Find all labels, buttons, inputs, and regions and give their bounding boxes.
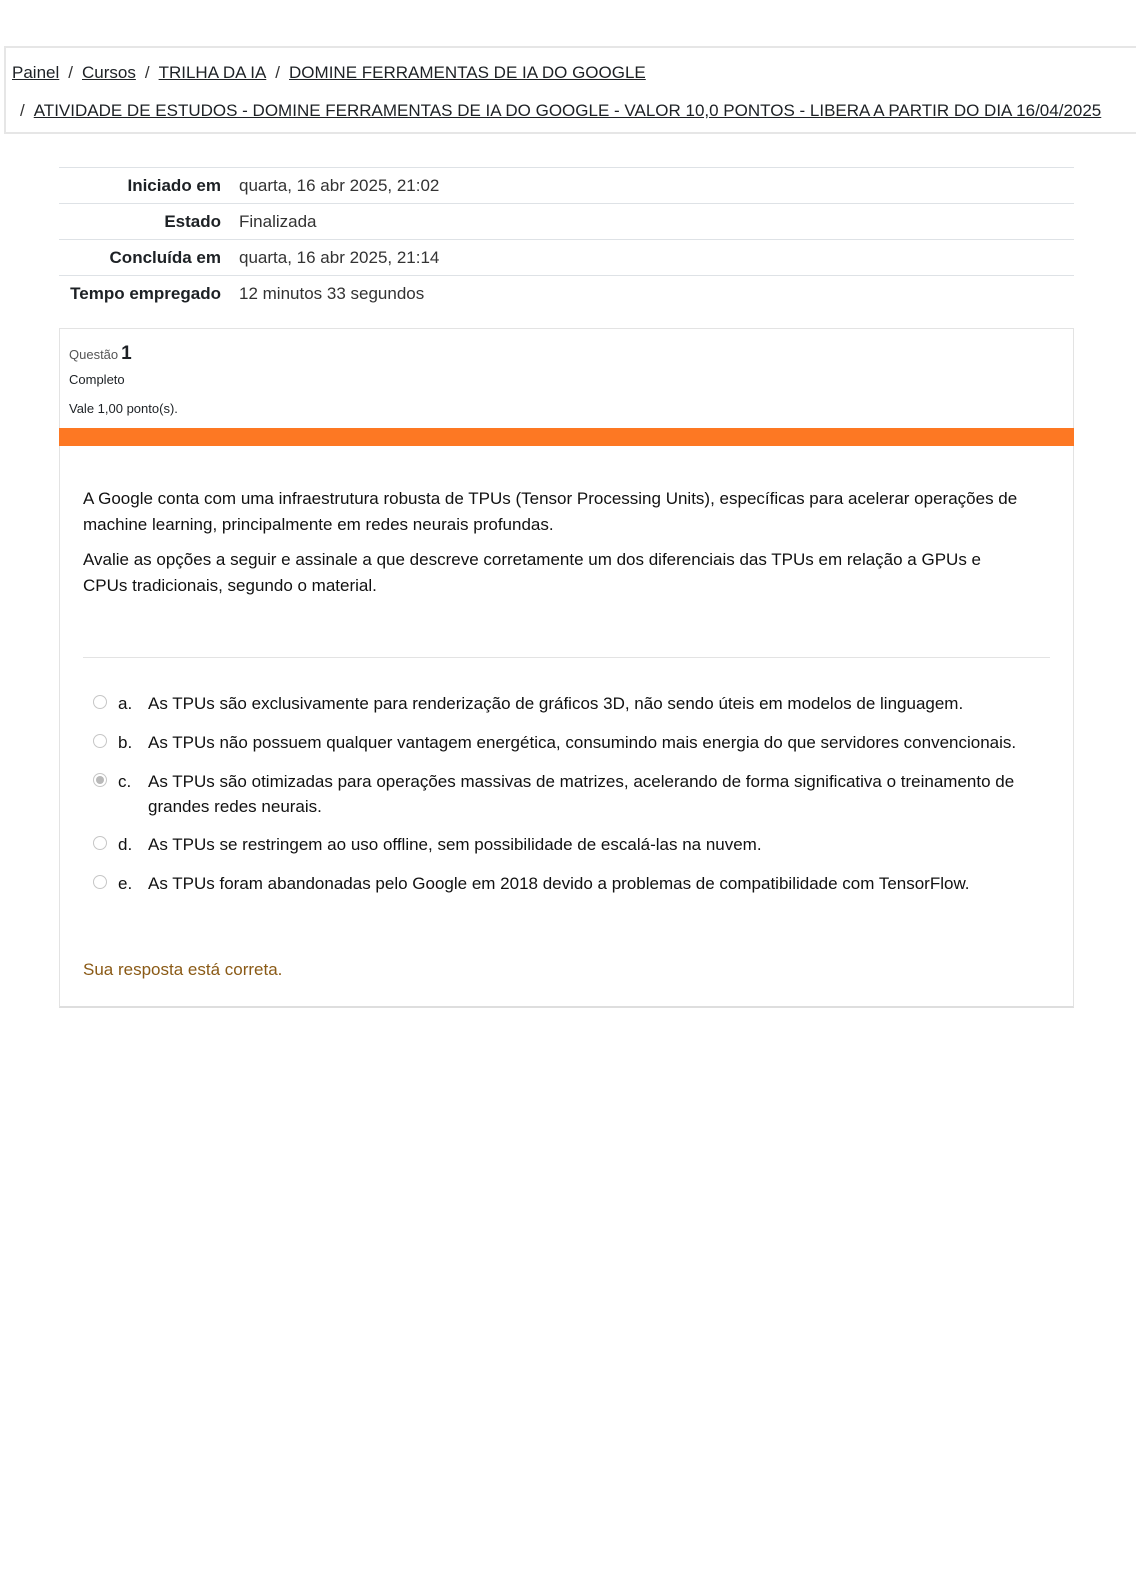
feedback-message: Sua resposta está correta. — [83, 960, 283, 979]
breadcrumb-link-cursos[interactable]: Cursos — [82, 63, 136, 82]
breadcrumb-separator: / — [275, 63, 281, 82]
question-state: Completo — [69, 372, 125, 387]
radio-button[interactable] — [93, 836, 107, 850]
summary-value-state: Finalizada — [231, 204, 1074, 240]
radio-button[interactable] — [93, 875, 107, 889]
summary-value-time-taken: 12 minutos 33 segundos — [231, 276, 1074, 312]
summary-value-completed: quarta, 16 abr 2025, 21:14 — [231, 240, 1074, 276]
breadcrumb-separator: / — [68, 63, 73, 82]
question-info — [59, 328, 1074, 428]
breadcrumb-separator: / — [144, 63, 150, 82]
answer-letter: a. — [118, 694, 133, 713]
summary-label-state: Estado — [59, 204, 231, 240]
question-label: Questão — [69, 347, 119, 362]
answer-letter: b. — [118, 733, 133, 752]
summary-value-started: quarta, 16 abr 2025, 21:02 — [231, 168, 1074, 204]
answer-letter: d. — [118, 835, 133, 854]
summary-label-completed: Concluída em — [59, 240, 231, 276]
answer-letter: e. — [118, 874, 133, 893]
question-number-value: 1 — [121, 343, 132, 364]
radio-button[interactable] — [93, 695, 107, 709]
question-text — [83, 486, 1023, 608]
attempt-summary-table — [59, 167, 1074, 311]
summary-row — [59, 276, 1074, 312]
breadcrumb-link-trilha[interactable]: TRILHA DA IA — [158, 63, 267, 82]
summary-row — [59, 204, 1074, 240]
question-paragraph: A Google conta com uma infraestrutura robusta de TPUs (Tensor Processing Units), específicas para acelerar operações de machine learning, principalmente em redes neurais profundas. — [83, 489, 1018, 534]
breadcrumb-line-1 — [12, 63, 646, 83]
breadcrumb-line-2 — [20, 101, 1101, 121]
divider — [83, 657, 1050, 658]
answer-text: As TPUs foram abandonadas pelo Google em 2018 devido a problemas de compatibilidade com TensorFlow. — [148, 874, 970, 893]
breadcrumb-link-painel[interactable]: Painel — [12, 63, 60, 82]
summary-row — [59, 240, 1074, 276]
answer-text: As TPUs não possuem qualquer vantagem energética, consumindo mais energia do que servidores convencionais. — [148, 733, 1017, 752]
breadcrumb-separator: / — [20, 101, 25, 120]
radio-button-selected[interactable] — [93, 773, 107, 787]
answer-text: As TPUs se restringem ao uso offline, sem possibilidade de escalá-las na nuvem. — [148, 835, 762, 854]
answer-text: As TPUs são exclusivamente para renderização de gráficos 3D, não sendo úteis em modelos de linguagem. — [148, 694, 964, 713]
question-accent-bar — [59, 428, 1074, 446]
breadcrumb-link-course[interactable]: DOMINE FERRAMENTAS DE IA DO GOOGLE — [289, 63, 646, 82]
breadcrumb — [4, 46, 1136, 134]
question-grade: Vale 1,00 ponto(s). — [69, 401, 178, 416]
question-content — [59, 446, 1074, 1008]
radio-button[interactable] — [93, 734, 107, 748]
answer-text: As TPUs são otimizadas para operações massivas de matrizes, acelerando de forma significativa o treinamento de grandes redes neurais. — [148, 772, 1015, 816]
question-paragraph: Avalie as opções a seguir e assinale a que descreve corretamente um dos diferenciais das TPUs em relação a GPUs e CPUs tradicionais, segundo o material. — [83, 550, 982, 595]
summary-label-started: Iniciado em — [59, 168, 231, 204]
question-number — [69, 343, 132, 365]
summary-row — [59, 168, 1074, 204]
breadcrumb-link-activity[interactable]: ATIVIDADE DE ESTUDOS - DOMINE FERRAMENTAS DE IA DO GOOGLE - VALOR 10,0 PONTOS - LIBERA A PARTIR DO DIA 16/04/2025 — [33, 101, 1102, 120]
summary-label-time-taken: Tempo empregado — [59, 276, 231, 312]
answer-letter: c. — [118, 772, 132, 791]
